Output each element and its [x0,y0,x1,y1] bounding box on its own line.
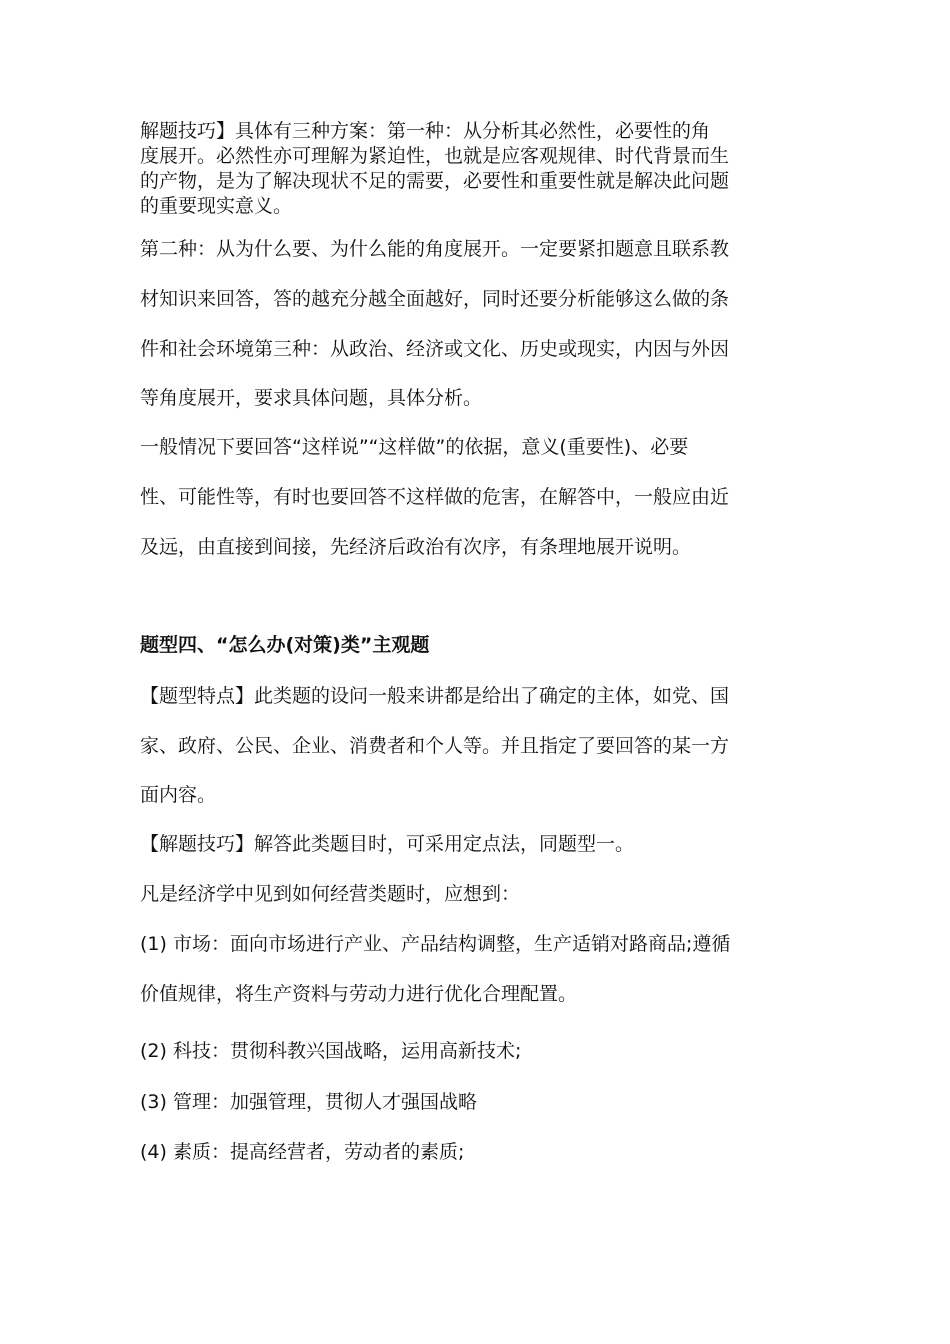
paragraph-line: 的产物，是为了解决现状不足的需要，必要性和重要性就是解决此问题 [140,170,730,192]
paragraph-line: 性、可能性等，有时也要回答不这样做的危害，在解答中，一般应由近 [140,486,730,508]
paragraph-line: 【题型特点】此类题的设问一般来讲都是给出了确定的主体，如党、国 [140,685,730,707]
paragraph-line: 及远，由直接到间接，先经济后政治有次序，有条理地展开说明。 [140,536,692,558]
paragraph-line: 家、政府、公民、企业、消费者和个人等。并且指定了要回答的某一方 [140,735,730,757]
paragraph-line: 等角度展开，要求具体问题，具体分析。 [140,387,483,409]
list-item: (2) 科技：贯彻科教兴国战略，运用高新技术; [140,1040,522,1062]
paragraph-line: 解题技巧】具体有三种方案：第一种：从分析其必然性，必要性的角 [140,120,711,142]
technique-paragraph: 【解题技巧】解答此类题目时，可采用定点法，同题型一。 [140,833,635,855]
list-item: (4) 素质：提高经营者，劳动者的素质; [140,1141,465,1163]
intro-paragraph: 凡是经济学中见到如何经营类题时，应想到： [140,883,521,905]
paragraph-line: 第二种：从为什么要、为什么能的角度展开。一定要紧扣题意且联系教 [140,238,730,260]
list-item-continuation: 价值规律，将生产资料与劳动力进行优化合理配置。 [140,983,578,1005]
section-heading: 题型四、“怎么办(对策)类”主观题 [140,634,430,656]
paragraph-line: 面内容。 [140,784,217,806]
list-item: (3) 管理：加强管理，贯彻人才强国战略 [140,1091,477,1113]
list-item: (1) 市场：面向市场进行产业、产品结构调整，生产适销对路商品;遵循 [140,933,731,955]
paragraph-line: 材知识来回答，答的越充分越全面越好，同时还要分析能够这么做的条 [140,288,730,310]
paragraph-line: 件和社会环境第三种：从政治、经济或文化、历史或现实，内因与外因 [140,338,730,360]
paragraph-line: 度展开。必然性亦可理解为紧迫性，也就是应客观规律、时代背景而生 [140,145,730,167]
paragraph-line: 一般情况下要回答“这样说”“这样做”的依据，意义(重要性)、必要 [140,436,689,458]
paragraph-line: 的重要现实意义。 [140,195,293,217]
